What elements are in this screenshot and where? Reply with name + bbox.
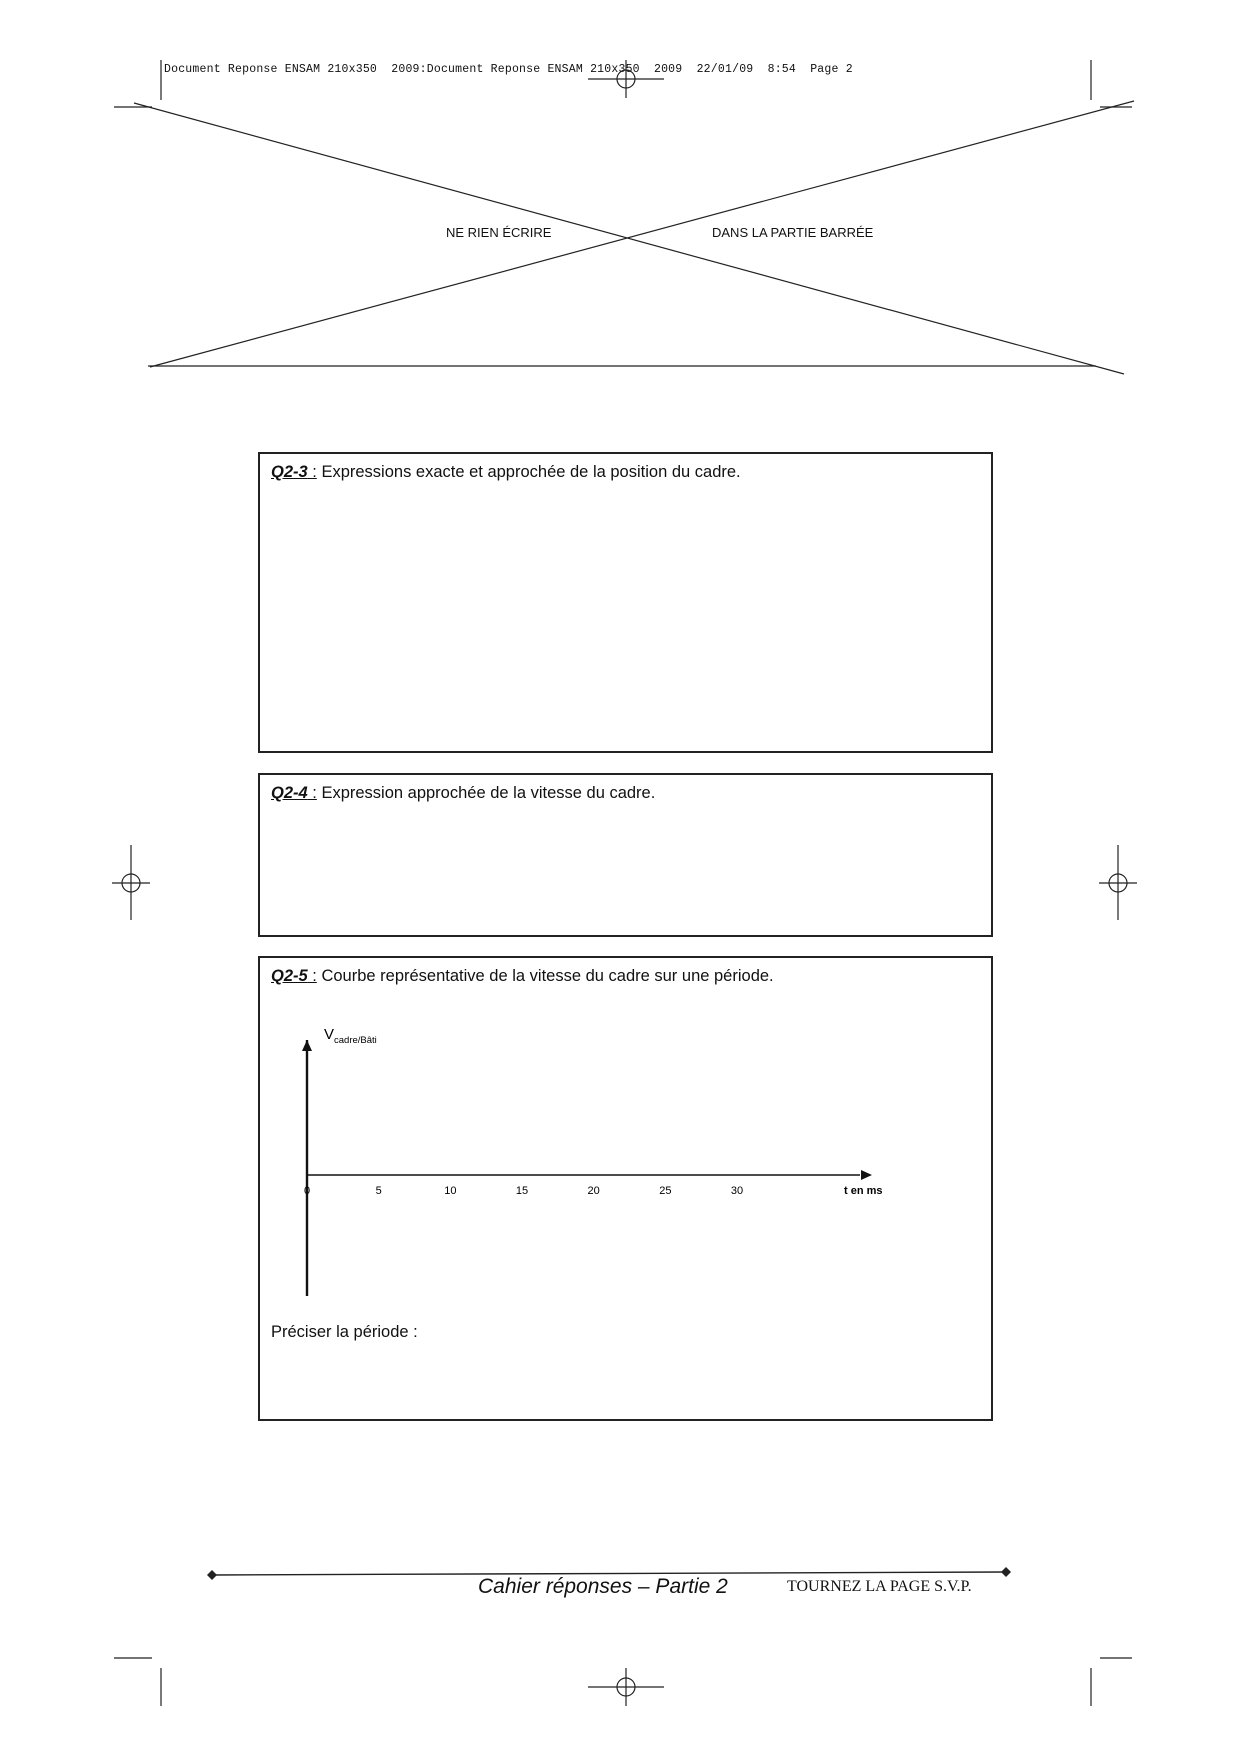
x-tick-labels (304, 1185, 743, 1197)
question-text: Expression approchée de la vitesse du cadre. (316, 784, 656, 802)
question-title-q2-3 (271, 463, 741, 482)
y-axis-label: V (324, 1026, 335, 1043)
barred-diagonal-2 (150, 101, 1134, 367)
answer-box-q2-5[interactable] (258, 956, 993, 1421)
question-title-q2-4 (271, 784, 655, 803)
registration-target-left (112, 845, 150, 920)
x-axis-label: t en ms (844, 1185, 883, 1197)
footer-turn-page: TOURNEZ LA PAGE S.V.P. (787, 1578, 972, 1595)
barred-text-left: NE RIEN ÉCRIRE (446, 225, 552, 240)
question-colon: : (307, 784, 317, 802)
question-number: Q2-4 (271, 784, 308, 802)
barred-text-right: DANS LA PARTIE BARRÉE (712, 225, 874, 240)
answer-box-q2-3[interactable] (258, 452, 993, 753)
registration-target-top (588, 60, 664, 98)
period-prompt: Préciser la période : (271, 1323, 418, 1341)
x-tick-label: 20 (587, 1185, 600, 1197)
x-tick-label: 5 (375, 1185, 382, 1197)
velocity-chart[interactable] (260, 958, 883, 1258)
question-text: Courbe représentative de la vitesse du cadre sur une période. (316, 967, 774, 985)
footer-diamond-right (1001, 1567, 1011, 1577)
x-tick-label: 30 (730, 1185, 744, 1197)
y-axis-label-subscript: cadre/Bâti (334, 1035, 377, 1046)
print-header: Document Reponse ENSAM 210x350 2009:Document Reponse ENSAM 210x350 2009 22/01/09 8:54 Page 2 (164, 63, 853, 76)
question-number: Q2-3 (271, 463, 308, 481)
x-tick-label: 15 (515, 1185, 529, 1197)
x-axis-arrow (861, 1170, 872, 1180)
footer-diamond-left (207, 1570, 217, 1580)
registration-target-right (1099, 845, 1137, 920)
x-tick-label: 10 (444, 1185, 457, 1197)
y-axis-arrow (302, 1040, 312, 1051)
question-number: Q2-5 (271, 967, 308, 985)
footer-title: Cahier réponses – Partie 2 (478, 1575, 728, 1598)
x-tick-label: 25 (659, 1185, 672, 1197)
answer-box-q2-4[interactable] (258, 773, 993, 937)
question-text: Expressions exacte et approchée de la position du cadre. (316, 463, 741, 481)
question-colon: : (307, 463, 317, 481)
question-colon: : (307, 967, 317, 985)
x-tick-label: 0 (303, 1185, 311, 1197)
registration-target-bottom (588, 1668, 664, 1706)
